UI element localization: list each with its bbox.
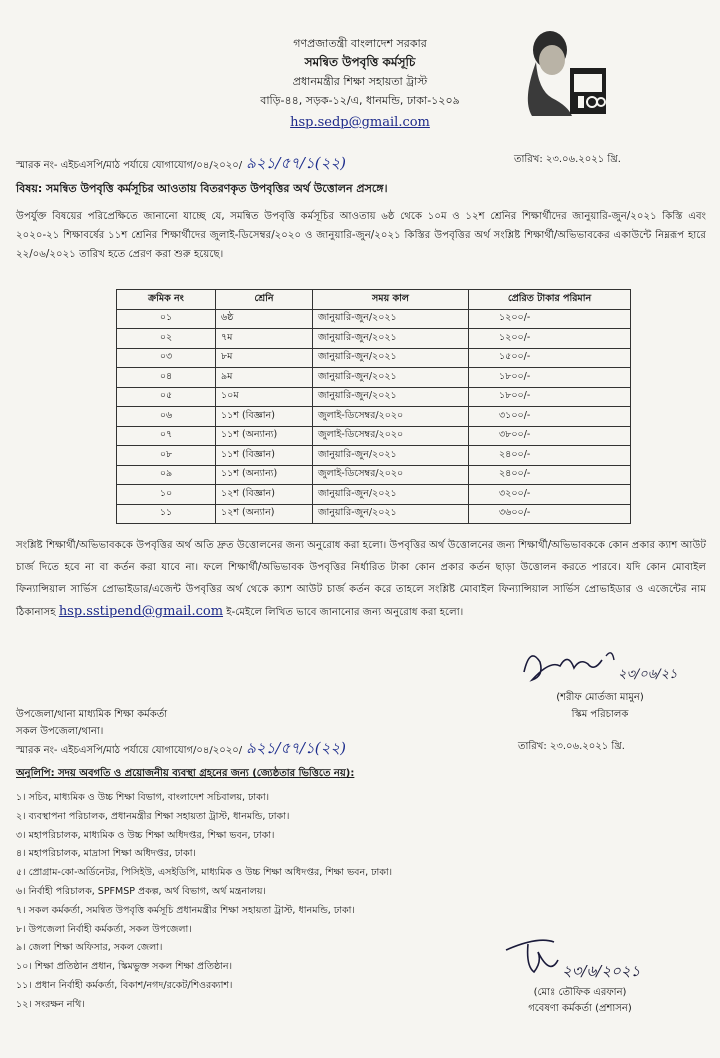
govt-name: গণপ্রজাতন্ত্রী বাংলাদেশ সরকার [293, 37, 427, 50]
memo-date-2: তারিখ: ২৩.০৬.২০২১ খ্রি. [518, 741, 625, 752]
signature-1 [510, 642, 710, 690]
memo2-number-handwritten: ৯২১/৫৭/১(২২) [246, 739, 346, 757]
subject-line: বিষয়: সমন্বিত উপবৃত্তি কর্মসূচির আওতায় বিতরণকৃত উপবৃত্তির অর্থ উত্তোলন প্রসঙ্গে। [16, 182, 388, 195]
cell-period: জানুয়ারি-জুন/২০২১ [313, 446, 469, 466]
cell-period: জানুয়ারি-জুন/২০২১ [313, 348, 469, 368]
addressee-line-1: উপজেলা/থানা মাধ্যমিক শিক্ষা কর্মকর্তা [16, 709, 168, 720]
table-row [117, 309, 631, 329]
program-name: সমন্বিত উপবৃত্তি কর্মসূচি [304, 55, 416, 69]
signature-2 [498, 932, 678, 988]
cell-serial: ০৩ [117, 348, 216, 368]
signatory1-name: (শরীফ মোর্তজা মামুন) [556, 692, 644, 703]
cell-amount: ৩৬০০/- [469, 504, 631, 524]
cell-serial: ০৪ [117, 368, 216, 388]
office-address: বাড়ি-৪৪, সড়ক-১২/এ, ধানমন্ডি, ঢাকা-১২০৯ [260, 94, 460, 107]
cell-class: ১২শ (অন্যান) [216, 504, 313, 524]
table-row [117, 348, 631, 368]
list-item: ২। ব্যবস্থাপনা পরিচালক, প্রধানমন্ত্রীর শিক্ষা সহায়তা ট্রাস্ট, ধানমন্ডি, ঢাকা। [16, 810, 290, 822]
cell-serial: ০৭ [117, 426, 216, 446]
stipend-rate-table [116, 289, 631, 524]
cell-amount: ১২০০/- [469, 329, 631, 349]
cell-amount: ১৮০০/- [469, 387, 631, 407]
table-row [117, 426, 631, 446]
letterhead [0, 34, 720, 132]
memo2-number-prefix: স্মারক নং- এইচএসপি/মাঠ পর্যায়ে যোগাযোগ/০৪/২০২০/ [16, 745, 243, 756]
list-item: ১০। শিক্ষা প্রতিষ্ঠান প্রধান, স্কিমভুক্ত সকল শিক্ষা প্রতিষ্ঠান। [16, 961, 232, 973]
cell-serial: ১০ [117, 485, 216, 505]
cell-class: ৭ম [216, 329, 313, 349]
table-row [117, 485, 631, 505]
cell-class: ১১শ (বিজ্ঞান) [216, 446, 313, 466]
cell-class: ১০ম [216, 387, 313, 407]
memo-reference-2 [16, 737, 346, 762]
body-paragraph-2 [16, 535, 706, 624]
cell-class: ১১শ (বিজ্ঞান) [216, 407, 313, 427]
cell-class: ১১শ (অন্যান্য) [216, 426, 313, 446]
cell-serial: ০৯ [117, 465, 216, 485]
cell-serial: ০৫ [117, 387, 216, 407]
table-row [117, 504, 631, 524]
list-item: ৮। উপজেলা নির্বাহী কর্মকর্তা, সকল উপজেলা। [16, 923, 192, 935]
list-item: ১১। প্রধান নির্বাহী কর্মকর্তা, বিকাশ/নগদ/রকেট/শিওরক্যাশ। [16, 979, 233, 991]
table-row [117, 387, 631, 407]
table-row [117, 407, 631, 427]
cell-serial: ১১ [117, 504, 216, 524]
header-email: hsp.sedp@gmail.com [290, 115, 430, 130]
cell-amount: ১৫০০/- [469, 348, 631, 368]
list-item: ১। সচিব, মাধ্যমিক ও উচ্চ শিক্ষা বিভাগ, বাংলাদেশ সচিবালয়, ঢাকা। [16, 792, 269, 803]
svg-text:২৩/৬/২০২১: ২৩/৬/২০২১ [562, 962, 641, 980]
cell-amount: ২৪০০/- [469, 446, 631, 466]
body2-text-before: সংশ্লিষ্ট শিক্ষার্থী/অভিভাবককে উপবৃত্তির অর্থ অতি দ্রুত উত্তোলনের জন্য অনুরোধ করা হলো। উপবৃত্তির অর্থ উত্তোলনের জন্য শিক্ষার্থী/অভিভাবককে কোন প্রকার ক্যাশ আউট চার্জ দিতে হবে না বা কর্তন করা যাবে না। ফলে শিক্ষার্থী/অভিভাবক উপবৃত্তির নির্ধারিত টাকা কোন প্রকার কর্তন ছাড়া উত্তোলন করতে পারবে। যদি কোন মোবাইল ফিন্যান্সিয়াল সার্ভিস প্রোভাইডার/এজেন্ট উপবৃত্তির অর্থ থেকে ক্যাশ আউট চার্জ কর্তন করে তাহলে সংশ্লিষ্ট মোবাইল ফিন্যান্সিয়াল সার্ভিস প্রোভাইডার ও এজেন্টের নাম ঠিকানাসহ [16, 540, 706, 618]
mujib-borsho-logo-icon [512, 20, 612, 120]
cell-class: ৯ম [216, 368, 313, 388]
cell-amount: ৩১০০/- [469, 407, 631, 427]
cc-list [16, 789, 392, 1015]
cell-period: জানুয়ারি-জুন/২০২১ [313, 504, 469, 524]
cell-amount: ৩৮০০/- [469, 426, 631, 446]
trust-name: প্রধানমন্ত্রীর শিক্ষা সহায়তা ট্রাস্ট [292, 75, 428, 88]
table-row [117, 329, 631, 349]
addressee-line-2: সকল উপজেলা/থানা। [16, 726, 104, 737]
signatory2-name: (মোঃ তৌফিক এরফান) [533, 987, 627, 998]
memo-number-handwritten: ৯২১/৫৭/১(২২) [246, 154, 346, 172]
cell-class: ১১শ (অন্যান্য) [216, 465, 313, 485]
signatory1-title: স্কিম পরিচালক [571, 709, 629, 720]
cell-class: ১২শ (বিজ্ঞান) [216, 485, 313, 505]
cell-period: জুলাই-ডিসেম্বর/২০২০ [313, 407, 469, 427]
cell-period: জানুয়ারি-জুন/২০২১ [313, 309, 469, 329]
cell-period: জুলাই-ডিসেম্বর/২০২০ [313, 426, 469, 446]
col-class: শ্রেনি [216, 290, 313, 310]
col-period: সময় কাল [313, 290, 469, 310]
cc-heading: অনুলিপি: সদয় অবগতি ও প্রয়োজনীয় ব্যবস্থা গ্রহনের জন্য (জ্যেষ্ঠতার ভিত্তিতে নয়): [16, 768, 355, 779]
cell-period: জুলাই-ডিসেম্বর/২০২০ [313, 465, 469, 485]
cell-period: জানুয়ারি-জুন/২০২১ [313, 329, 469, 349]
table-row [117, 465, 631, 485]
table-row [117, 368, 631, 388]
table-row [117, 446, 631, 466]
cell-class: ৬ষ্ঠ [216, 309, 313, 329]
memo-date-1: তারিখ: ২৩.০৬.২০২১ খ্রি. [514, 154, 621, 165]
svg-text:২৩/০৬/২১: ২৩/০৬/২১ [618, 667, 678, 682]
list-item: ৬। নির্বাহী পরিচালক, SPFMSP প্রকল্প, অর্থ বিভাগ, অর্থ মন্ত্রনালয়। [16, 885, 266, 897]
cell-amount: ২৪০০/- [469, 465, 631, 485]
body2-text-after: ই-মেইলে লিখিত ভাবে জানানোর জন্য অনুরোধ করা হলো। [226, 607, 464, 618]
list-item: ১২। সংরক্ষন নথি। [16, 998, 85, 1010]
body-paragraph-1: উপর্যুক্ত বিষয়ের পরিপ্রেক্ষিতে জানানো যাচ্ছে যে, সমন্বিত উপবৃত্তি কর্মসূচির আওতায় ৬ষ্ঠ থেকে ১০ম ও ১২শ শ্রেনির শিক্ষার্থীদের জানুয়ারি-জুন/২০২১ কিস্তি এবং ২০২০-২১ শিক্ষাবর্ষের ১১শ শ্রেনির শিক্ষার্থীদের জুলাই-ডিসেম্বর/২০২০ ও জানুয়ারি-জুন/২০২১ কিস্তির উপবৃত্তির অর্থ সংশ্লিষ্ট শিক্ষার্থী/অভিভাবকের একাউন্টে নিম্নরূপ হারে ২২/০৬/২০২১ তারিখ হতে প্রেরণ করা শুরু হয়েছে। [16, 211, 706, 260]
cell-serial: ০২ [117, 329, 216, 349]
memo-number-prefix: স্মারক নং- এইচএসপি/মাঠ পর্যায়ে যোগাযোগ/০৪/২০২০/ [16, 160, 243, 171]
cell-period: জানুয়ারি-জুন/২০২১ [313, 485, 469, 505]
cell-serial: ০৮ [117, 446, 216, 466]
list-item: ৩। মহাপরিচালক, মাধ্যমিক ও উচ্চ শিক্ষা অধিদপ্তর, শিক্ষা ভবন, ঢাকা। [16, 829, 275, 841]
col-serial: ক্রমিক নং [117, 290, 216, 310]
cell-serial: ০৬ [117, 407, 216, 427]
table-header-row [117, 290, 631, 310]
cell-amount: ৩২০০/- [469, 485, 631, 505]
cell-serial: ০১ [117, 309, 216, 329]
memo-reference-1 [16, 152, 346, 177]
cell-amount: ১২০০/- [469, 309, 631, 329]
cell-period: জানুয়ারি-জুন/২০২১ [313, 368, 469, 388]
col-amount: প্রেরিত টাকার পরিমান [469, 290, 631, 310]
list-item: ৪। মহাপরিচালক, মাদ্রাসা শিক্ষা অধিদপ্তর, ঢাকা। [16, 848, 196, 860]
cell-amount: ১৮০০/- [469, 368, 631, 388]
list-item: ৭। সকল কর্মকর্তা, সমন্বিত উপবৃত্তি কর্মসূচি প্রধানমন্ত্রীর শিক্ষা সহায়তা ট্রাস্ট, ধানমন্ডি, ঢাকা। [16, 904, 355, 916]
list-item: ৯। জেলা শিক্ষা অফিসার, সকল জেলা। [16, 942, 163, 954]
list-item: ৫। প্রোগ্রাম-কো-অর্ডিনেটর, পিসিইউ, এসইডিপি, মাধ্যমিক ও উচ্চ শিক্ষা অধিদপ্তর, শিক্ষা ভবন, ঢাকা। [16, 867, 393, 879]
complaint-email-link[interactable]: hsp.sstipend@gmail.com [58, 604, 224, 619]
cell-class: ৮ম [216, 348, 313, 368]
cell-period: জানুয়ারি-জুন/২০২১ [313, 387, 469, 407]
addressee-block [16, 706, 167, 740]
signatory2-title: গবেষণা কর্মকর্তা (প্রশাসন) [528, 1003, 632, 1014]
